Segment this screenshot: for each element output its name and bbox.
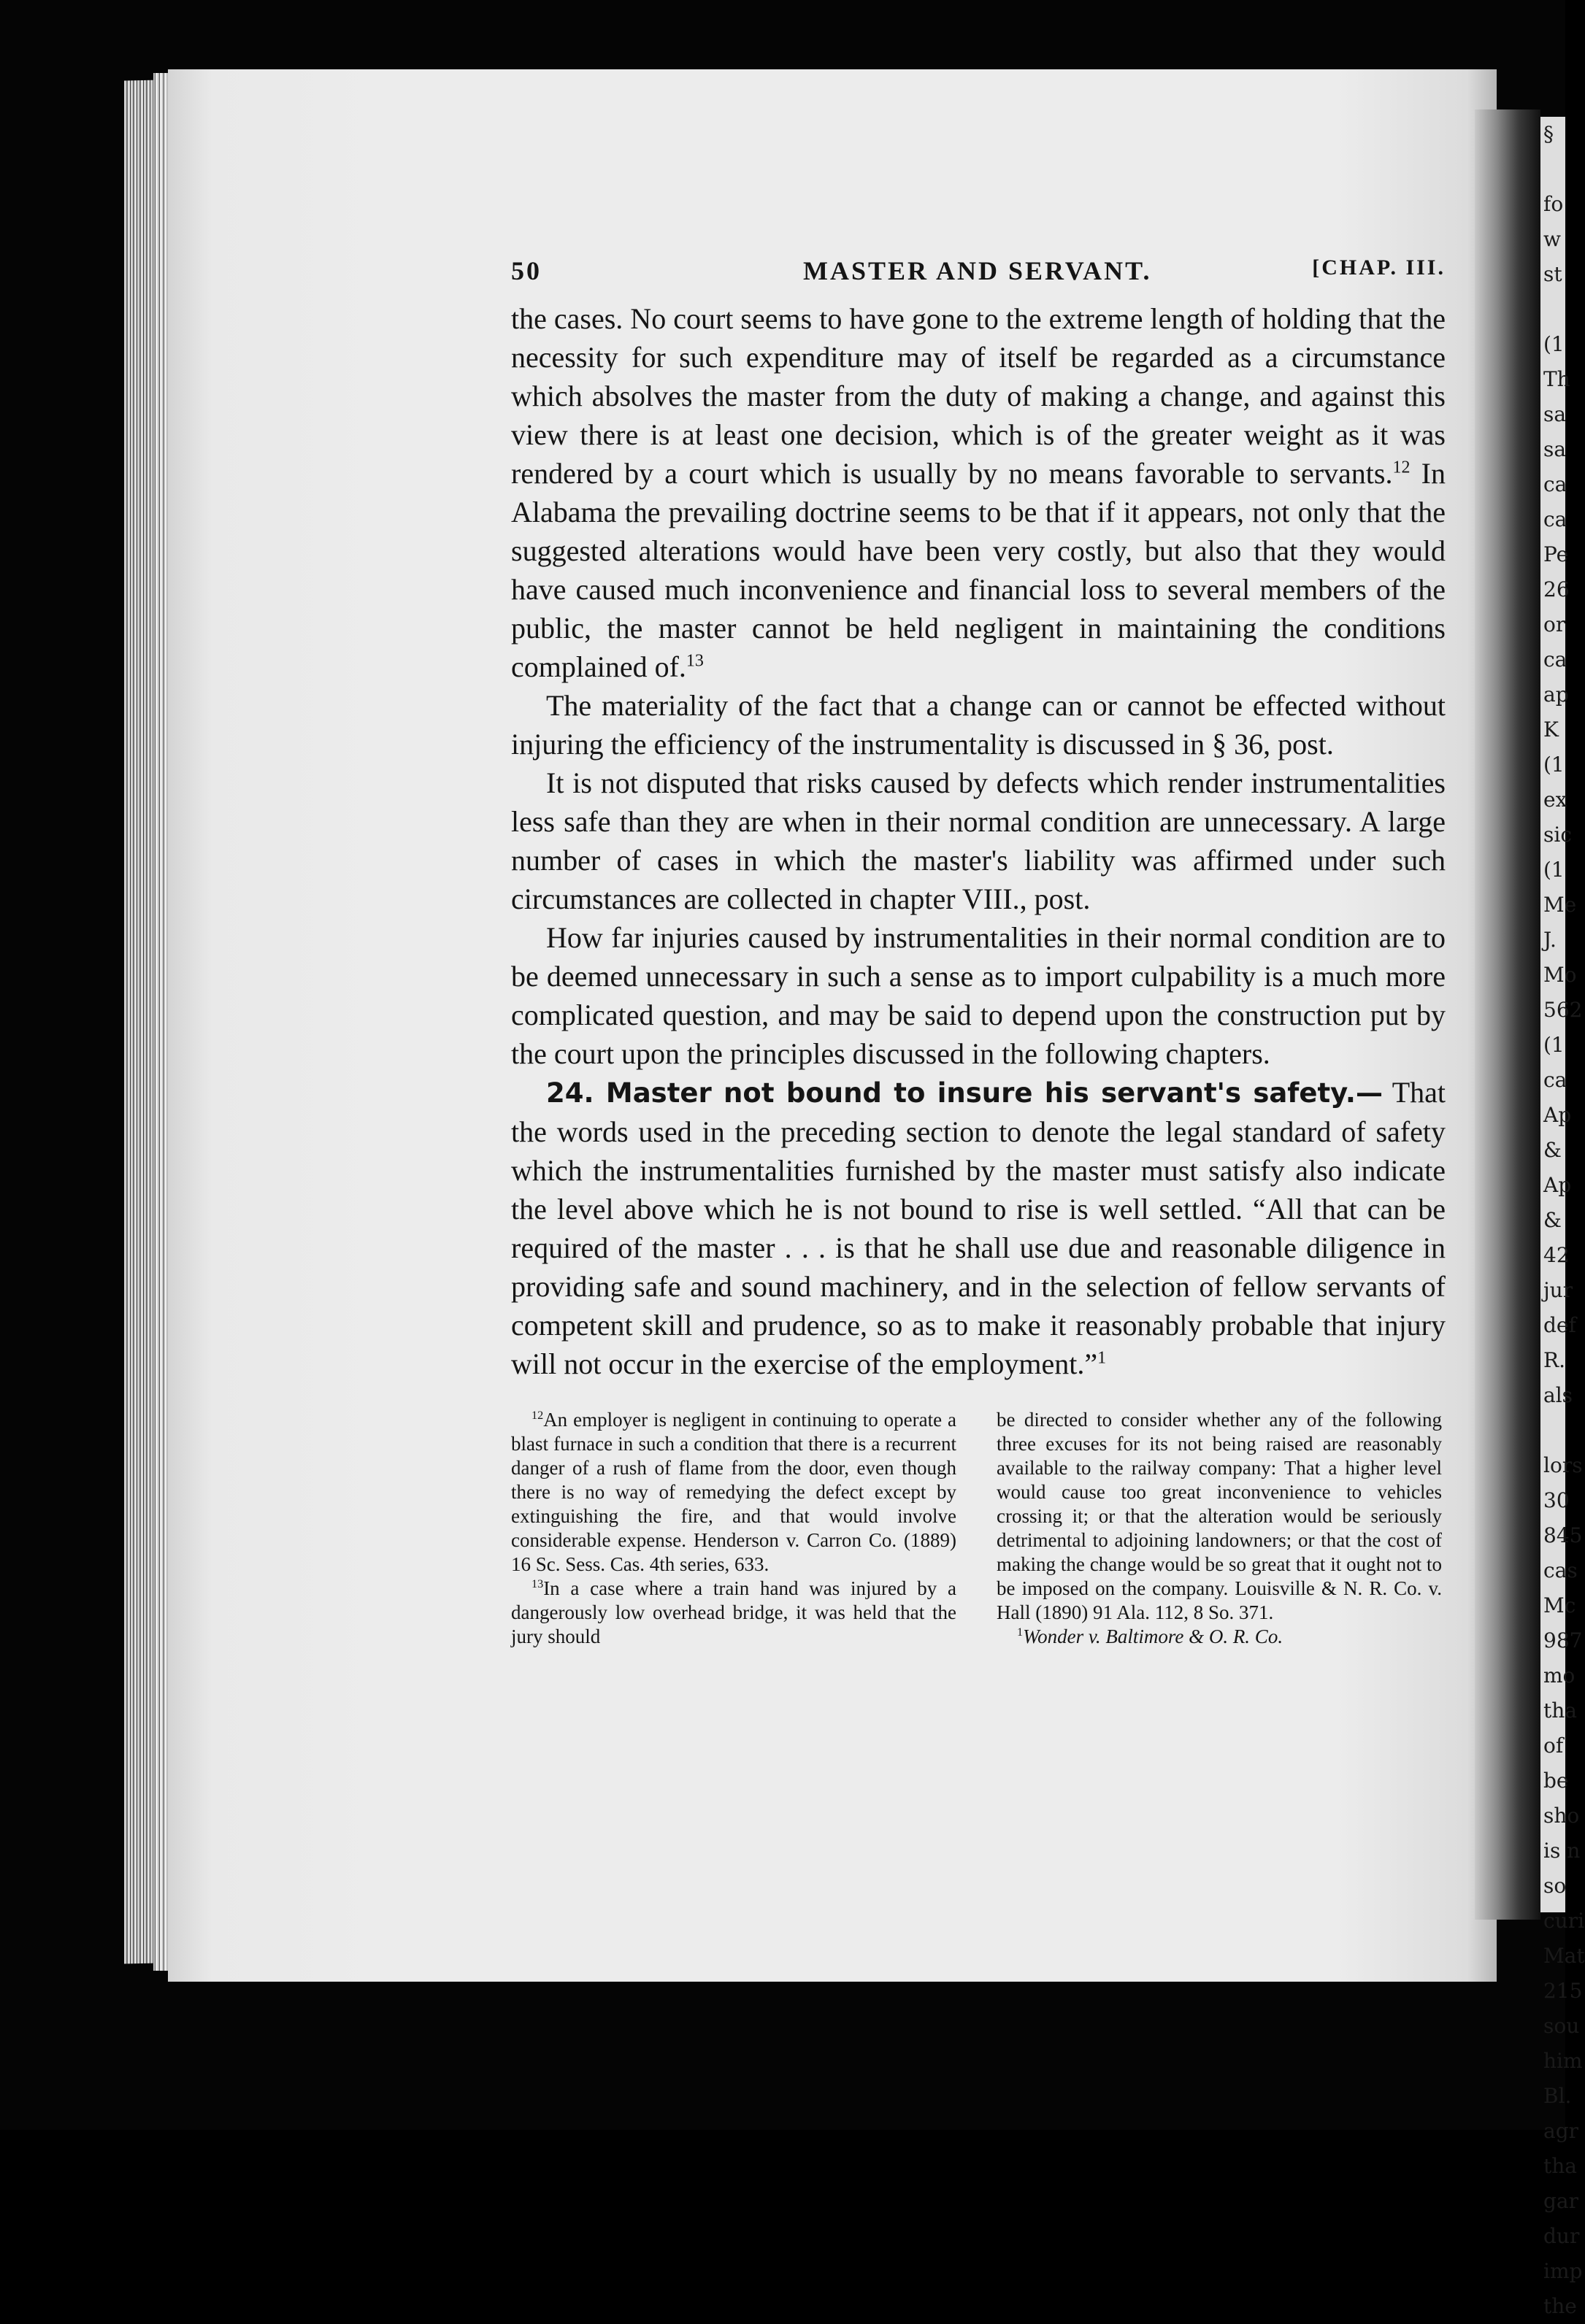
footnote-mark: 1 — [1017, 1625, 1024, 1639]
facing-page-line: 562 — [1543, 998, 1583, 1022]
paragraph-text: the cases. No court seems to have gone to the extreme length of holding that the necessity for such expenditure may of itself be regarded as a circumstance which absolves the master from the duty of making a change, and against this view there is at least one decision, which is of the greater weight as it was rendered by a court which is usually by no means favorable to servants. — [511, 302, 1446, 490]
facing-page-line: ca — [1543, 507, 1567, 531]
facing-page-line: (1 — [1543, 332, 1565, 356]
facing-page-line: ca — [1543, 472, 1567, 496]
facing-page-line: Ap — [1543, 1103, 1572, 1127]
facing-page-line: or — [1543, 612, 1566, 636]
facing-page-line: sic — [1543, 823, 1573, 847]
facing-page-line: w — [1543, 227, 1561, 251]
footnote-13-continued: be directed to consider whether any of the following three excuses for its not being raised are reasonably available to the railway company: That a higher level would cause too great inconvenience to vehicles crossing it; or that the alteration would be seriously detrimental to adjoining landowners; or that the cost of making the change would be so great that it ought not to be imposed on the company. Louisville & N. R. Co. v. Hall (1890) 91 Ala. 112, 8 So. 371. — [997, 1409, 1442, 1623]
footnote-column-right — [997, 1408, 1442, 1649]
footnote-ref-1: 1 — [1097, 1348, 1107, 1368]
facing-page-line: ca — [1543, 647, 1567, 672]
facing-page-line: J. — [1543, 928, 1557, 952]
facing-page-line: def — [1543, 1313, 1576, 1337]
paragraph-text: That the words used in the preceding section to denote the legal standard of safety which the instrumentalities furnished by the master must satisfy also indicate the level above which he is not bound to rise is well settled. “All that can be required of the master . . . is that he shall use due and reasonable diligence in providing safe and sound machinery, and in the selection of fellow servants of competent skill and prudence, so as to make it reasonably probable that injury will not occur in the exercise of the employment.” — [511, 1076, 1446, 1380]
section-heading: 24. Master not bound to insure his servant's safety.— — [546, 1077, 1383, 1109]
footnote-13 — [511, 1577, 956, 1649]
facing-page-line: Mc — [1543, 1593, 1576, 1617]
facing-page-line: st — [1543, 262, 1562, 286]
facing-page-line: Mat — [1543, 1944, 1585, 1968]
facing-page-line: Me — [1543, 893, 1577, 917]
facing-page-line: so — [1543, 1874, 1567, 1898]
facing-page-line: ca — [1543, 1068, 1567, 1092]
facing-page-line: be — [1543, 1769, 1569, 1793]
facing-page-line: cas — [1543, 1558, 1578, 1582]
book-gutter — [1475, 109, 1540, 1920]
facing-page-line: 26 — [1543, 577, 1570, 601]
facing-page-line: als — [1543, 1383, 1573, 1407]
section-24 — [511, 1073, 1446, 1383]
footnote-ref-12: 12 — [1392, 458, 1411, 477]
facing-page-line: dur — [1543, 2224, 1580, 2248]
footnote-mark: 13 — [531, 1577, 544, 1590]
footnote-1 — [997, 1625, 1442, 1649]
facing-page-line: ap — [1543, 682, 1569, 707]
facing-page-line: & — [1543, 1208, 1562, 1232]
facing-page-line: imp — [1543, 2259, 1583, 2283]
facing-page-line: fo — [1543, 192, 1564, 216]
footnote-text: An employer is negligent in continuing to operate a blast furnace in such a condition that there is a recurrent danger of a rush of flame from the door, even though there is no way of remedying the defect except by extinguishing the fire, and that would involve considerable expense. Henderson v. Carron Co. (1889) 16 Sc. Sess. Cas. 4th series, 633. — [511, 1409, 956, 1575]
facing-page-line: tha — [1543, 1698, 1577, 1723]
facing-page-line: sho — [1543, 1804, 1580, 1828]
footnote-text: In a case where a train hand was injured by a dangerously low overhead bridge, it was held that the jury should — [511, 1577, 956, 1647]
facing-page-line: 845 — [1543, 1523, 1583, 1547]
facing-page-line: & — [1543, 1138, 1562, 1162]
chapter-label: [CHAP. III. — [1312, 255, 1446, 280]
facing-page-line — [1540, 152, 1565, 187]
page-number: 50 — [511, 256, 542, 285]
facing-page-line: gar — [1543, 2189, 1579, 2213]
facing-page-line: Th — [1543, 367, 1570, 391]
facing-page-line: 215 — [1543, 1979, 1583, 2003]
facing-page-line: Mo — [1543, 963, 1577, 987]
facing-page-line: sa — [1543, 402, 1567, 426]
facing-page-line: Ap — [1543, 1173, 1572, 1197]
facing-page-line: the — [1543, 2294, 1577, 2318]
facing-page-line: K — [1543, 717, 1559, 742]
facing-page-line: jur — [1543, 1278, 1573, 1302]
facing-page-line: of — [1543, 1734, 1564, 1758]
facing-page-line — [1540, 292, 1565, 327]
facing-page-fragment — [1540, 117, 1585, 2318]
facing-page-line: agr — [1543, 2119, 1579, 2143]
paragraph-text: In Alabama the prevailing doctrine seems to be that if it appears, not only that the suggested alterations would have been very costly, but also that they would have caused much inconvenience and financial loss to several members of the public, the master cannot be held negligent in maintaining the conditions complained of. — [511, 457, 1446, 683]
facing-page-line: mo — [1543, 1663, 1576, 1688]
facing-page-line: 987 — [1543, 1628, 1583, 1652]
footnote-12 — [511, 1408, 956, 1577]
paragraph-how-far: How far injuries caused by instrumentalities in their normal condition are to be deemed unnecessary in such a sense as to import culpability is a much more complicated question, and may be said to depend upon the construction put by the court upon the principles discussed in the following chapters. — [511, 921, 1446, 1070]
facing-page-line: § — [1543, 122, 1554, 146]
facing-page-line: him — [1543, 2049, 1583, 2073]
facing-page-line: 42 — [1543, 1243, 1570, 1267]
footnote-text: Wonder v. Baltimore & O. R. Co. — [1023, 1625, 1283, 1647]
running-head — [511, 255, 1446, 299]
running-title: MASTER AND SERVANT. — [803, 256, 1152, 285]
page-content — [511, 255, 1446, 1715]
footnote-mark: 12 — [531, 1409, 544, 1422]
footnote-ref-13: 13 — [686, 651, 704, 671]
facing-page-line: ex — [1543, 788, 1567, 812]
facing-page-line: sou — [1543, 2014, 1580, 2038]
footnotes — [511, 1408, 1446, 1715]
facing-page-line: 30 — [1543, 1488, 1570, 1512]
facing-page-line: is n — [1543, 1839, 1581, 1863]
facing-page-line: R. — [1543, 1348, 1565, 1372]
facing-page-line: tha — [1543, 2154, 1577, 2178]
facing-page-line: Bl. — [1543, 2084, 1572, 2108]
facing-page-line: lors — [1543, 1453, 1583, 1477]
facing-page-line: Pe — [1543, 542, 1569, 566]
paragraph-not-disputed: It is not disputed that risks caused by defects which render instrumentalities less safe than they are when in their normal condition are unnecessary. A large number of cases in which the master's liability was affirmed under such circumstances are collected in chapter VIII., post. — [511, 766, 1446, 915]
facing-page-line: (1 — [1543, 753, 1565, 777]
facing-page-line: curi — [1543, 1909, 1585, 1933]
paragraph-materiality: The materiality of the fact that a change can or cannot be effected without injuring the efficiency of the instrumentality is discussed in § 36, post. — [511, 689, 1446, 761]
facing-page-line — [1540, 1413, 1565, 1448]
paragraph-cases — [511, 299, 1446, 686]
facing-page-line: sa — [1543, 437, 1567, 461]
facing-page-line: (1 — [1543, 858, 1565, 882]
facing-page-line: (1 — [1543, 1033, 1565, 1057]
footnote-column-left — [511, 1408, 956, 1649]
